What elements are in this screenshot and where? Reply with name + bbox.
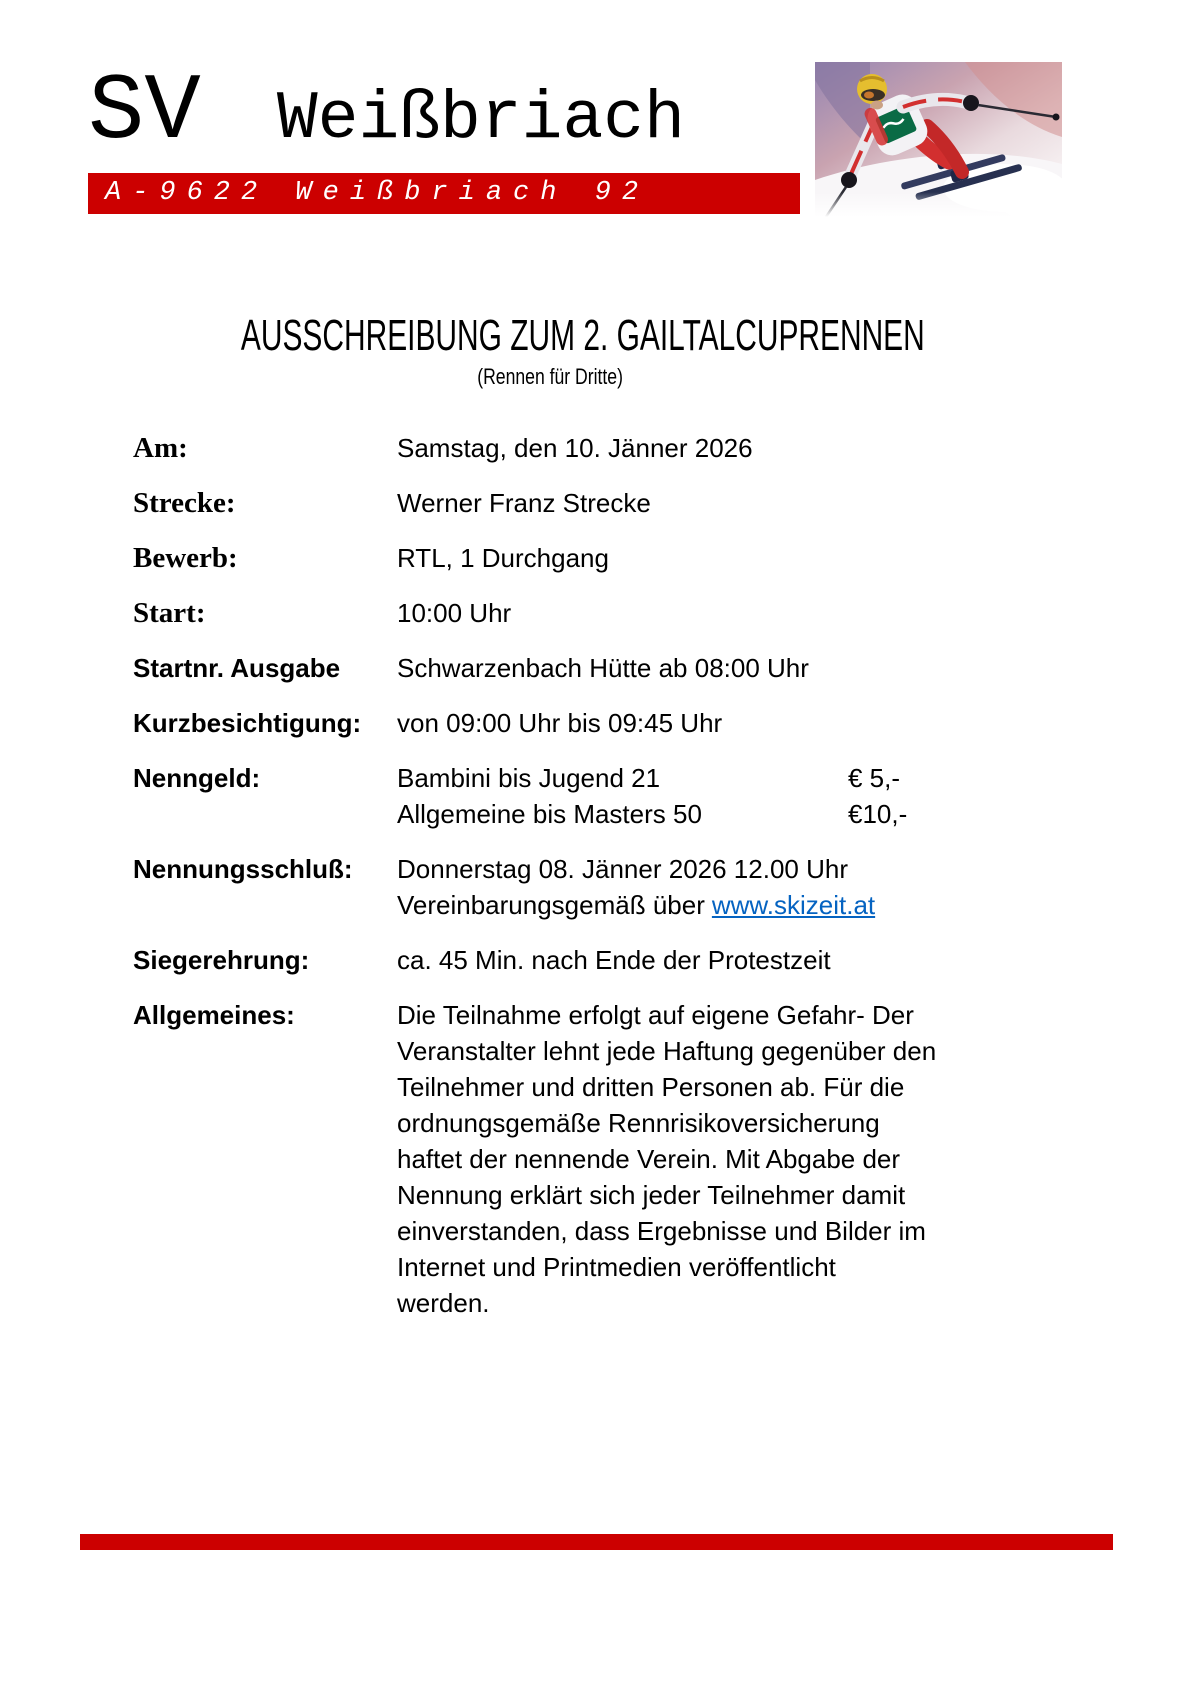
detail-label-am: Am:	[133, 432, 188, 464]
nennungsschluss-line1: Donnerstag 08. Jänner 2026 12.00 Uhr	[397, 854, 848, 884]
fee-line	[397, 760, 907, 796]
detail-label-siegerehrung: Siegerehrung:	[133, 945, 310, 975]
detail-value-startnr: Schwarzenbach Hütte ab 08:00 Uhr	[397, 653, 809, 683]
detail-label-nennungsschluss: Nennungsschluß:	[133, 854, 353, 884]
address-banner-text: A-9622 Weißbriach 92	[105, 178, 650, 208]
nennungsschluss-line2-text: Vereinbarungsgemäß über	[397, 890, 705, 920]
fee-category: Bambini bis Jugend 21	[397, 763, 661, 793]
nennungsschluss-line2	[397, 887, 875, 923]
page-subtitle: (Rennen für Dritte)	[477, 364, 623, 389]
ski-racer-photo	[815, 62, 1062, 217]
paragraph-line: werden.	[397, 1288, 490, 1318]
detail-label-start: Start:	[133, 597, 206, 629]
paragraph-line: Internet und Printmedien veröffentlicht	[397, 1252, 836, 1282]
table-row	[133, 430, 1073, 466]
detail-label-allgemeines: Allgemeines:	[133, 1000, 295, 1030]
detail-value-strecke: Werner Franz Strecke	[397, 488, 651, 518]
page-title: AUSSCHREIBUNG ZUM 2. GAILTALCUPRENNEN	[240, 311, 925, 360]
club-title	[88, 60, 685, 166]
address-banner	[88, 173, 800, 214]
detail-label-bewerb: Bewerb:	[133, 542, 238, 574]
fee-amount: €10,-	[848, 799, 908, 829]
detail-value-allgemeines	[397, 997, 936, 1321]
fee-category: Allgemeine bis Masters 50	[397, 799, 702, 829]
fee-amount: € 5,-	[848, 763, 901, 793]
paragraph-line: Teilnehmer und dritten Personen ab. Für die	[397, 1072, 905, 1102]
skizeit-link[interactable]: www.skizeit.at	[711, 890, 876, 920]
detail-value-bewerb: RTL, 1 Durchgang	[397, 543, 609, 573]
detail-label-kurzbesichtigung: Kurzbesichtigung:	[133, 708, 362, 738]
paragraph-line: Nennung erklärt sich jeder Teilnehmer damit	[397, 1180, 906, 1210]
table-row	[133, 997, 1073, 1321]
race-details-table	[133, 430, 1073, 1340]
detail-label-nenngeld: Nenngeld:	[133, 763, 261, 793]
footer-rule	[80, 1534, 1113, 1550]
detail-value-am: Samstag, den 10. Jänner 2026	[397, 433, 753, 463]
paragraph-line: Veranstalter lehnt jede Haftung gegenüber den	[397, 1036, 937, 1066]
table-row	[133, 760, 1073, 832]
table-row	[133, 942, 1073, 978]
paragraph-line: einverstanden, dass Ergebnisse und Bilder im	[397, 1216, 926, 1246]
detail-label-strecke: Strecke:	[133, 487, 236, 519]
detail-label-startnr: Startnr. Ausgabe	[133, 653, 341, 683]
table-row	[133, 705, 1073, 741]
detail-value-nennungsschluss	[397, 851, 875, 923]
club-title-prefix: SV	[88, 60, 201, 166]
table-row	[133, 595, 1073, 631]
title-block	[80, 312, 1020, 390]
table-row	[133, 851, 1073, 923]
detail-value-start: 10:00 Uhr	[397, 598, 512, 628]
club-title-name: Weißbriach	[276, 81, 685, 158]
paragraph-line: Die Teilnahme erfolgt auf eigene Gefahr- Der	[397, 1000, 914, 1030]
table-row	[133, 650, 1073, 686]
detail-value-nenngeld	[397, 760, 907, 832]
paragraph-line: haftet der nennende Verein. Mit Abgabe der	[397, 1144, 901, 1174]
detail-value-siegerehrung: ca. 45 Min. nach Ende der Protestzeit	[397, 945, 831, 975]
detail-value-kurzbesichtigung: von 09:00 Uhr bis 09:45 Uhr	[397, 708, 723, 738]
table-row	[133, 540, 1073, 576]
table-row	[133, 485, 1073, 521]
fee-line	[397, 796, 907, 832]
paragraph-line: ordnungsgemäße Rennrisikoversicherung	[397, 1108, 880, 1138]
